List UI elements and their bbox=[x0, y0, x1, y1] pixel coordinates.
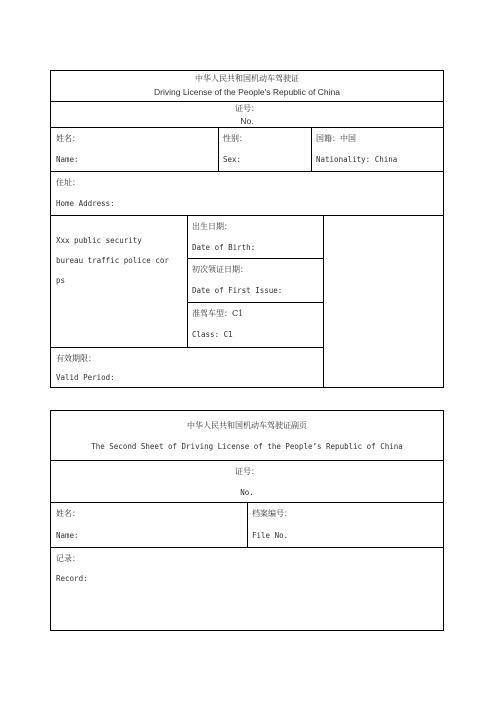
second-record-en: Record: bbox=[56, 574, 88, 583]
second-name-cell bbox=[51, 502, 247, 547]
license-sex-cell bbox=[218, 127, 311, 171]
license-no-en: No. bbox=[240, 116, 254, 126]
license-sex-cn: 性别： bbox=[223, 134, 247, 143]
license-table bbox=[50, 70, 444, 388]
license-no-cell bbox=[51, 101, 443, 127]
license-name-cell bbox=[51, 127, 218, 171]
license-dob-cell bbox=[187, 215, 323, 258]
license-class-cn: 准驾车型：C1 bbox=[192, 309, 244, 318]
license-first-issue-cn: 初次领证日期： bbox=[192, 265, 248, 274]
second-title-en: The Second Sheet of Driving License of the People’s Republic of China bbox=[91, 442, 403, 451]
second-no-cell bbox=[51, 460, 443, 502]
second-name-en: Name: bbox=[56, 531, 79, 540]
license-address-en: Home Address: bbox=[56, 199, 115, 208]
license-name-en: Name: bbox=[56, 155, 79, 164]
license-photo-cell bbox=[323, 215, 443, 387]
license-nationality-en: Nationality: China bbox=[316, 155, 398, 164]
license-name-cn: 姓名： bbox=[56, 134, 80, 143]
second-record-cn: 记录： bbox=[56, 554, 80, 563]
license-valid-cell bbox=[51, 347, 323, 387]
license-first-issue-en: Date of First Issue: bbox=[192, 286, 283, 295]
license-valid-en: Valid Period: bbox=[56, 373, 115, 382]
license-address-cell bbox=[51, 171, 443, 215]
license-address-cn: 住址： bbox=[56, 178, 80, 187]
license-class-cell bbox=[187, 302, 323, 347]
second-file-no-en: File No. bbox=[252, 531, 289, 540]
issuer-line-3: ps bbox=[56, 276, 66, 285]
license-valid-cn: 有效期限： bbox=[56, 354, 96, 363]
license-class-en: Class: C1 bbox=[192, 330, 233, 339]
license-nationality-cell bbox=[311, 127, 443, 171]
second-title-cell bbox=[51, 411, 443, 460]
second-sheet-table bbox=[50, 410, 444, 631]
second-no-cn: 证号： bbox=[235, 467, 259, 476]
license-nationality-cn: 国籍：中国 bbox=[316, 134, 356, 143]
issuer-line-1: Xxx public security bbox=[56, 236, 142, 245]
second-no-en: No. bbox=[240, 488, 254, 497]
license-dob-en: Date of Birth: bbox=[192, 243, 256, 252]
second-file-no-cell bbox=[247, 502, 443, 547]
second-title-cn: 中华人民共和国机动车驾驶证副页 bbox=[187, 421, 307, 430]
license-no-cn: 证号： bbox=[235, 104, 259, 113]
license-title-en: Driving License of the People's Republic of China bbox=[154, 87, 340, 97]
license-sex-en: Sex: bbox=[223, 155, 242, 164]
license-first-issue-cell bbox=[187, 258, 323, 302]
license-title-cell bbox=[51, 71, 443, 101]
second-name-cn: 姓名： bbox=[56, 509, 80, 518]
issuer-line-2: bureau traffic police cor bbox=[56, 256, 169, 265]
second-file-no-cn: 档案编号： bbox=[252, 509, 292, 518]
license-dob-cn: 出生日期： bbox=[192, 222, 232, 231]
license-issuer-cell bbox=[51, 215, 187, 347]
license-title-cn: 中华人民共和国机动车驾驶证 bbox=[195, 74, 299, 83]
second-record-cell bbox=[51, 547, 443, 630]
